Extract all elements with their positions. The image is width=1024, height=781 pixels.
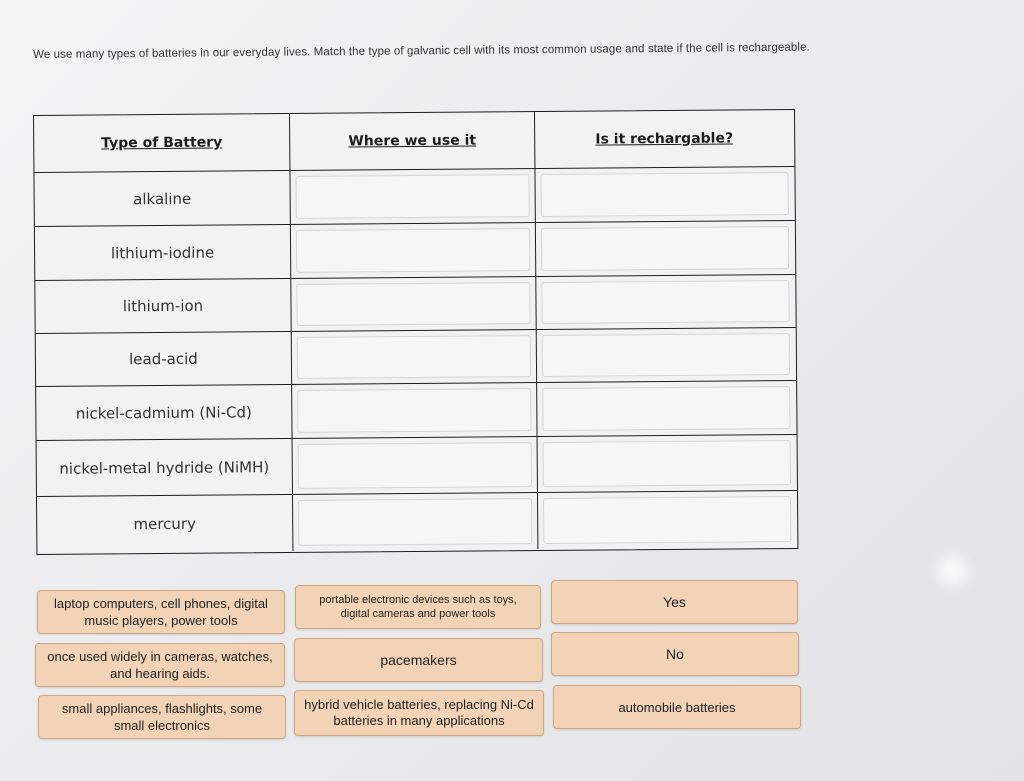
card-label: Yes xyxy=(663,593,686,610)
usage-drop-zone[interactable] xyxy=(292,383,537,438)
drop-target[interactable] xyxy=(541,226,789,271)
card-no[interactable] xyxy=(551,632,799,676)
table-row xyxy=(37,435,797,497)
drop-target[interactable] xyxy=(298,498,532,546)
card-small-appliances[interactable] xyxy=(38,695,286,739)
usage-drop-zone[interactable] xyxy=(293,493,538,551)
drop-target[interactable] xyxy=(543,496,791,544)
battery-type: mercury xyxy=(37,495,293,553)
drop-target[interactable] xyxy=(295,174,529,219)
rechargeable-drop-zone[interactable] xyxy=(537,381,795,436)
drop-target[interactable] xyxy=(543,440,791,487)
header-where-we-use-it xyxy=(290,112,535,170)
card-label: once used widely in cameras, watches, and hearing aids. xyxy=(47,649,273,681)
drop-target[interactable] xyxy=(298,442,532,489)
card-label: hybrid vehicle batteries, replacing Ni-Cd batteries in many applications xyxy=(304,697,534,728)
light-glare xyxy=(938,556,968,586)
drop-target[interactable] xyxy=(297,388,531,433)
rechargeable-drop-zone[interactable] xyxy=(535,167,793,222)
card-pacemakers[interactable] xyxy=(294,638,543,682)
battery-type: nickel-cadmium (Ni-Cd) xyxy=(36,385,292,440)
card-label: laptop computers, cell phones, digital music players, power tools xyxy=(54,596,268,628)
drop-target[interactable] xyxy=(297,335,531,379)
drop-target[interactable] xyxy=(541,280,789,324)
card-cameras-watches[interactable] xyxy=(35,643,285,687)
rechargeable-drop-zone[interactable] xyxy=(538,435,796,492)
drop-target[interactable] xyxy=(540,172,788,217)
battery-type: nickel-metal hydride (NiMH) xyxy=(37,439,293,496)
card-laptop-computers[interactable] xyxy=(37,590,285,634)
card-yes[interactable] xyxy=(551,580,798,624)
table-row xyxy=(37,491,797,553)
header-is-it-rechargeable xyxy=(535,110,793,168)
rechargeable-drop-zone[interactable] xyxy=(536,221,794,276)
card-label: pacemakers xyxy=(380,651,457,668)
usage-drop-zone[interactable] xyxy=(292,330,537,384)
card-label: portable electronic devices such as toys, digital cameras and power tools xyxy=(319,594,517,620)
header-label: Is it rechargable? xyxy=(595,130,734,148)
card-automobile-batteries[interactable] xyxy=(553,685,801,729)
drop-target[interactable] xyxy=(542,333,790,377)
rechargeable-drop-zone[interactable] xyxy=(537,328,795,382)
table-row xyxy=(35,221,795,281)
usage-drop-zone[interactable] xyxy=(293,437,538,494)
table-row xyxy=(36,381,796,441)
drop-target[interactable] xyxy=(296,282,530,326)
usage-drop-zone[interactable] xyxy=(291,223,536,278)
table-row xyxy=(36,328,796,387)
battery-type: alkaline xyxy=(34,171,290,226)
usage-drop-zone[interactable] xyxy=(291,277,536,331)
header-label: Type of Battery xyxy=(101,134,223,152)
battery-type: lead-acid xyxy=(36,332,292,386)
table-header-row xyxy=(34,110,794,173)
card-label: No xyxy=(666,645,684,662)
header-type-of-battery xyxy=(34,114,290,172)
instructions-text: We use many types of batteries in our everyday lives. Match the type of galvanic cell with its most common usage and state if the cell is rechargeable. xyxy=(33,41,810,61)
drop-target[interactable] xyxy=(542,386,790,431)
card-label: small appliances, flashlights, some small electronics xyxy=(61,701,263,733)
drop-target[interactable] xyxy=(296,228,530,273)
card-label: automobile batteries xyxy=(618,699,736,715)
usage-drop-zone[interactable] xyxy=(290,169,535,224)
battery-type: lithium-ion xyxy=(35,279,291,333)
header-label: Where we use it xyxy=(348,132,477,150)
card-hybrid-vehicle[interactable] xyxy=(294,690,544,736)
table-row xyxy=(34,167,794,227)
rechargeable-drop-zone[interactable] xyxy=(536,275,794,329)
table-row xyxy=(35,275,795,334)
card-portable-electronics[interactable] xyxy=(295,585,541,629)
battery-type: lithium-iodine xyxy=(35,225,291,280)
battery-table xyxy=(33,109,798,555)
rechargeable-drop-zone[interactable] xyxy=(538,491,796,549)
